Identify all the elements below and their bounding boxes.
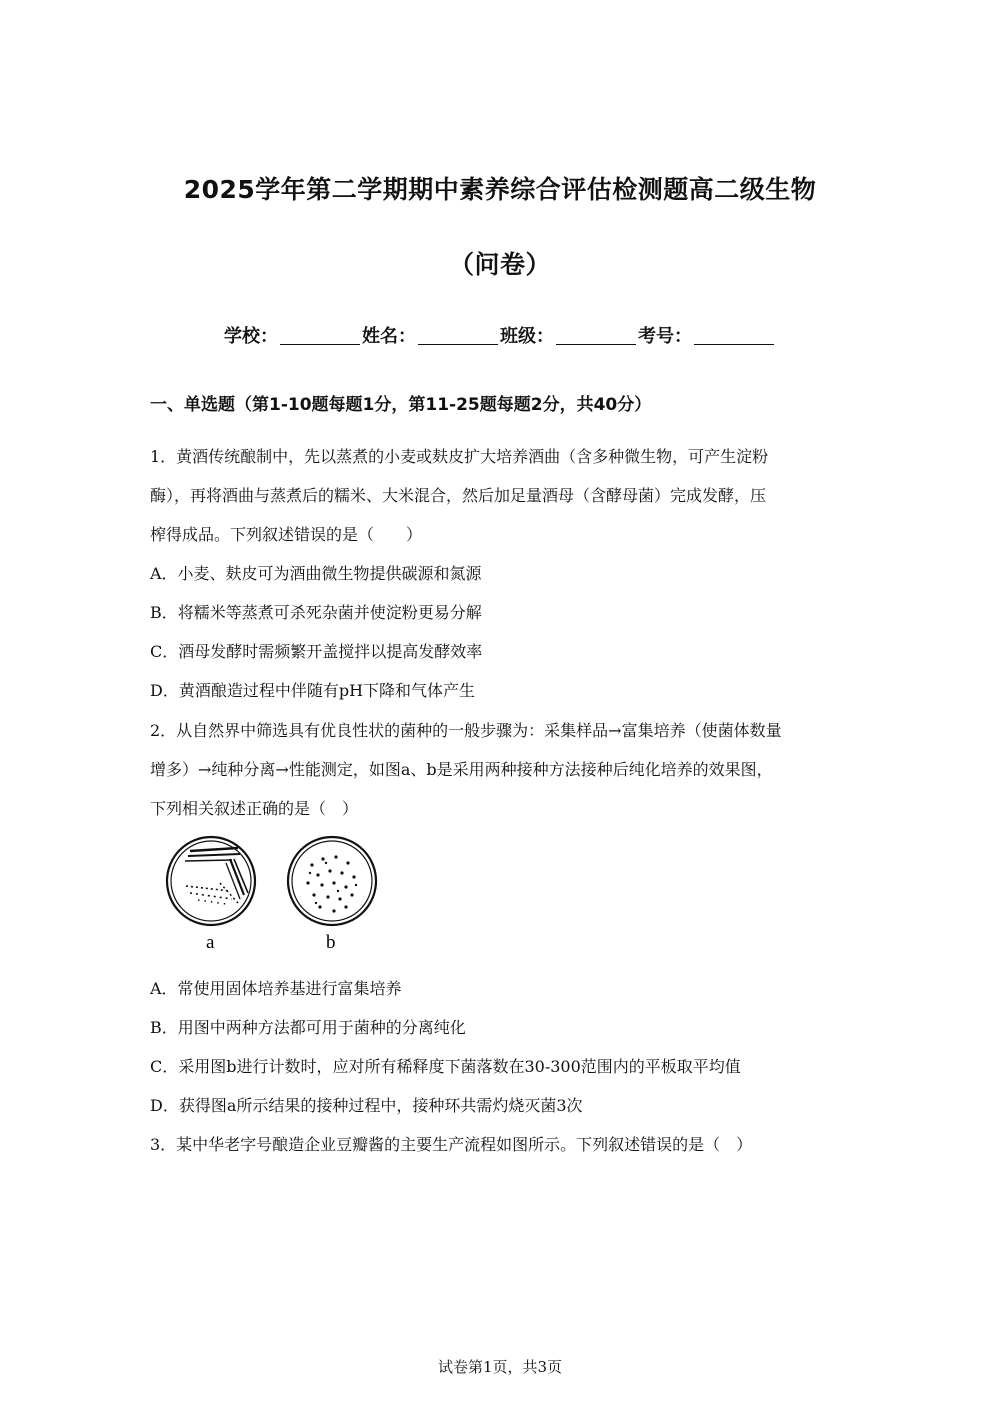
number-blank <box>694 344 774 345</box>
section-heading: 一、单选题（第1-10题每题1分，第11-25题每题2分，共40分） <box>150 395 652 415</box>
q2-stem-line-1: 2．从自然界中筛选具有优良性状的菌种的一般步骤为：采集样品→富集培养（使菌体数量 <box>150 721 782 740</box>
page-footer: 试卷第1页，共3页 <box>437 1358 563 1376</box>
q1-stem-line-3: 榨得成品。下列叙述错误的是（ ） <box>150 525 423 544</box>
q2-stem-line-3: 下列相关叙述正确的是（ ） <box>150 799 359 818</box>
number-label: 考号： <box>638 326 692 347</box>
q2-option-b: B．用图中两种方法都可用于菌种的分离纯化 <box>150 1018 466 1037</box>
school-blank <box>280 344 360 345</box>
q1-option-c: C．酒母发酵时需频繁开盖搅拌以提高发酵效率 <box>150 642 483 661</box>
q3-stem-line-1: 3．某中华老字号酿造企业豆瓣酱的主要生产流程如图所示。下列叙述错误的是（ ） <box>150 1135 753 1154</box>
name-label: 姓名： <box>362 326 416 347</box>
school-label: 学校： <box>224 326 278 347</box>
name-blank <box>418 344 498 345</box>
fig-label-a: a <box>206 932 215 953</box>
fig-label-b: b <box>326 932 336 953</box>
q2-option-a: A．常使用固体培养基进行富集培养 <box>150 979 402 998</box>
exam-subtitle: （问卷） <box>448 250 551 279</box>
class-blank <box>556 344 636 345</box>
petri-dish-b <box>288 837 376 925</box>
exam-title: 2025学年第二学期期中素养综合评估检测题高二级生物 <box>183 175 817 204</box>
petri-dish-figure <box>160 833 390 958</box>
class-label: 班级： <box>500 326 554 347</box>
student-info-row <box>0 322 1000 348</box>
q2-stem-line-2: 增多）→纯种分离→性能测定，如图a、b是采用两种接种方法接种后纯化培养的效果图， <box>150 760 773 779</box>
q1-stem-line-1: 1．黄酒传统酿制中，先以蒸煮的小麦或麸皮扩大培养酒曲（含多种微生物，可产生淀粉 <box>150 447 769 466</box>
q1-option-d: D．黄酒酿造过程中伴随有pH下降和气体产生 <box>150 681 476 700</box>
q1-stem-line-2: 酶），再将酒曲与蒸煮后的糯米、大米混合，然后加足量酒母（含酵母菌）完成发酵，压 <box>150 486 767 505</box>
petri-dish-a <box>167 837 255 925</box>
q2-option-d: D．获得图a所示结果的接种过程中，接种环共需灼烧灭菌3次 <box>150 1096 583 1115</box>
q2-option-c: C．采用图b进行计数时，应对所有稀释度下菌落数在30-300范围内的平板取平均值 <box>150 1057 741 1076</box>
q1-option-a: A．小麦、麸皮可为酒曲微生物提供碳源和氮源 <box>150 564 482 583</box>
q1-option-b: B．将糯米等蒸煮可杀死杂菌并使淀粉更易分解 <box>150 603 482 622</box>
